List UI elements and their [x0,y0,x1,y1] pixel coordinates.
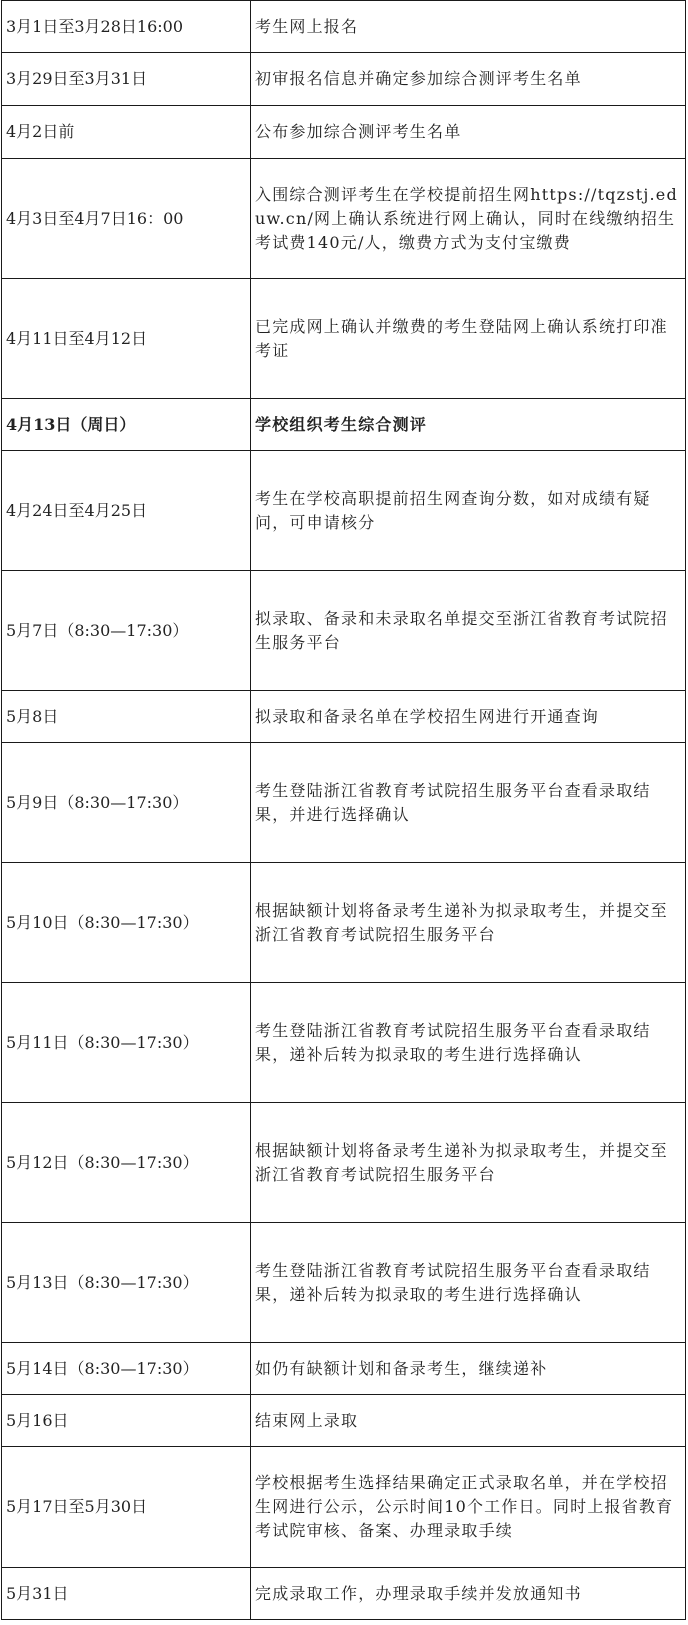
description-cell: 根据缺额计划将备录考生递补为拟录取考生，并提交至浙江省教育考试院招生服务平台 [251,863,686,983]
description-cell: 考生在学校高职提前招生网查询分数，如对成绩有疑问，可申请核分 [251,451,686,571]
description-cell: 拟录取、备录和未录取名单提交至浙江省教育考试院招生服务平台 [251,571,686,691]
date-cell: 4月11日至4月12日 [2,279,251,399]
date-cell: 5月11日（8:30—17:30） [2,983,251,1103]
date-cell: 5月12日（8:30—17:30） [2,1103,251,1223]
table-row [2,743,686,863]
date-cell: 3月1日至3月28日16:00 [2,1,251,53]
date-cell: 5月7日（8:30—17:30） [2,571,251,691]
description-cell: 考生登陆浙江省教育考试院招生服务平台查看录取结果，递补后转为拟录取的考生进行选择确认 [251,1223,686,1343]
table-row [2,1223,686,1343]
description-cell: 已完成网上确认并缴费的考生登陆网上确认系统打印准考证 [251,279,686,399]
table-row-highlight [2,399,686,451]
schedule-table [1,0,686,1620]
table-row [2,451,686,571]
description-cell: 考生登陆浙江省教育考试院招生服务平台查看录取结果，并进行选择确认 [251,743,686,863]
description-cell: 完成录取工作，办理录取手续并发放通知书 [251,1568,686,1620]
date-cell: 4月3日至4月7日16：00 [2,159,251,279]
table-row [2,159,686,279]
table-row [2,1,686,53]
schedule-body [2,1,686,1620]
table-row [2,53,686,106]
date-cell: 4月24日至4月25日 [2,451,251,571]
table-row [2,1395,686,1447]
table-row [2,1103,686,1223]
description-cell: 考生网上报名 [251,1,686,53]
table-row [2,983,686,1103]
table-row [2,1568,686,1620]
date-cell: 5月9日（8:30—17:30） [2,743,251,863]
description-cell: 如仍有缺额计划和备录考生，继续递补 [251,1343,686,1395]
description-cell: 初审报名信息并确定参加综合测评考生名单 [251,53,686,106]
table-row [2,571,686,691]
description-cell: 公布参加综合测评考生名单 [251,106,686,159]
description-cell: 结束网上录取 [251,1395,686,1447]
description-cell: 拟录取和备录名单在学校招生网进行开通查询 [251,691,686,743]
description-cell: 学校根据考生选择结果确定正式录取名单，并在学校招生网进行公示，公示时间10个工作日。同时上报省教育考试院审核、备案、办理录取手续 [251,1447,686,1568]
date-cell: 4月2日前 [2,106,251,159]
table-row [2,691,686,743]
table-row [2,1447,686,1568]
description-cell: 考生登陆浙江省教育考试院招生服务平台查看录取结果，递补后转为拟录取的考生进行选择确认 [251,983,686,1103]
table-row [2,106,686,159]
date-cell: 3月29日至3月31日 [2,53,251,106]
date-cell: 5月14日（8:30—17:30） [2,1343,251,1395]
date-cell: 5月13日（8:30—17:30） [2,1223,251,1343]
date-cell: 5月17日至5月30日 [2,1447,251,1568]
description-cell: 根据缺额计划将备录考生递补为拟录取考生，并提交至浙江省教育考试院招生服务平台 [251,1103,686,1223]
date-cell: 5月10日（8:30—17:30） [2,863,251,983]
date-cell: 5月16日 [2,1395,251,1447]
date-cell: 5月31日 [2,1568,251,1620]
description-cell: 入围综合测评考生在学校提前招生网https://tqzstj.eduw.cn/网上确认系统进行网上确认，同时在线缴纳招生考试费140元/人，缴费方式为支付宝缴费 [251,159,686,279]
table-row [2,1343,686,1395]
date-cell: 5月8日 [2,691,251,743]
table-row [2,863,686,983]
description-cell: 学校组织考生综合测评 [251,399,686,451]
date-cell: 4月13日（周日） [2,399,251,451]
table-row [2,279,686,399]
